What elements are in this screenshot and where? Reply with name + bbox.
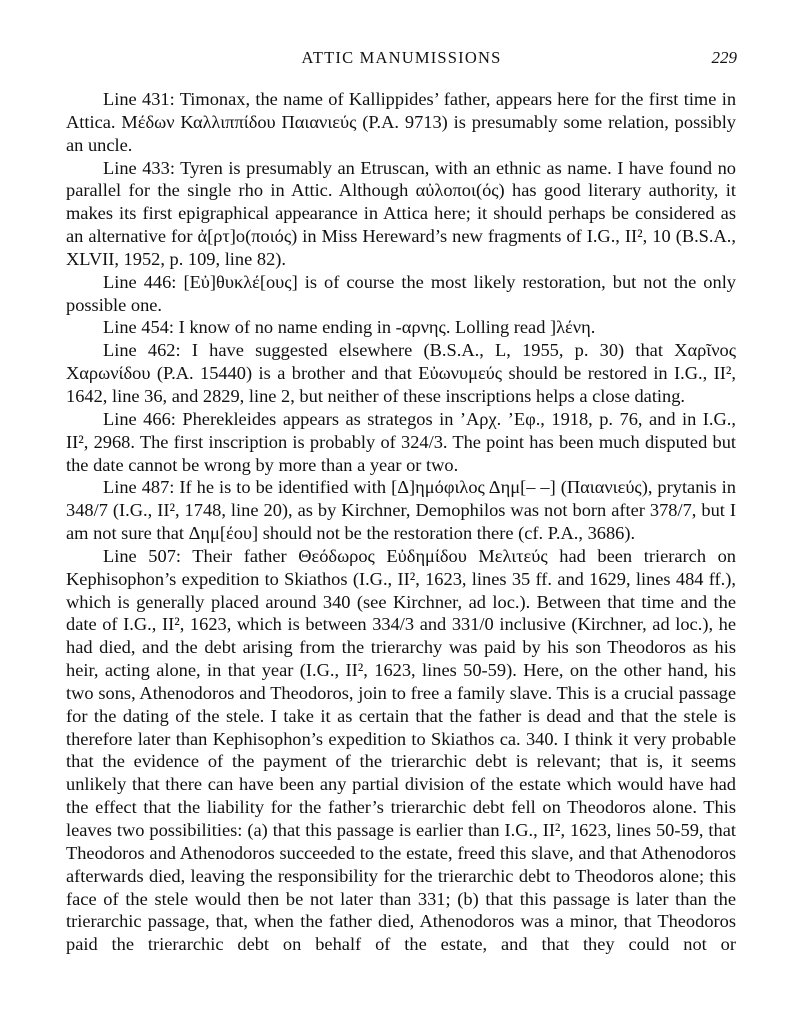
note-label: Line 431:	[103, 89, 175, 109]
notes-body	[66, 88, 736, 956]
note-text: Pherekleides appears as strategos in ’Αρχ. ’Εφ., 1918, p. 76, and in I.G., II², 2968. The first inscription is probably of 324/3. The point has been much disputed but the date cannot be wrong by more than a year or two.	[66, 408, 736, 475]
note-line-446	[66, 271, 736, 317]
note-text: [Εὐ]θυκλέ[ους] is of course the most likely restoration, but not the only possible one.	[66, 271, 737, 315]
note-text: Tyren is presumably an Etruscan, with an ethnic as name. I have found no parallel for the single rho in Attic. Although αὐλοποι(ός) has good literary authority, it makes its first epigraphical appearance in Attica here; it should perhaps be considered as an alternative for ἀ[ρτ]ο(ποιός) in Miss Hereward’s new fragments of I.G., II², 10 (B.S.A., XLVII, 1952, p. 109, line 82).	[66, 157, 736, 269]
note-line-507	[66, 545, 736, 956]
note-text: Their father Θεόδωρος Εὐδημίδου Μελιτεύς had been trierarch on Kephisophon’s expedition to Skiathos (I.G., II², 1623, lines 35 ff. and 1629, lines 484 ff.), which is generally placed around 340 (see Kirchner, ad loc.). Between that time and the date of I.G., II², 1623, which is between 334/3 and 331/0 inclusive (Kirchner, ad loc.), he had died, and the debt arising from the trierarchy was paid by his son Theodoros as his heir, acting alone, in that year (I.G., II², 1623, lines 50-59). Here, on the other hand, his two sons, Athenodoros and Theodoros, join to free a family slave. This is a crucial passage for the dating of the stele. I take it as certain that the father is dead and that the stele is therefore later than Kephisophon’s expedition to Skiathos ca. 340. I think it very probable that the evidence of the payment of the trierarchic debt is relevant; that is, it seems unlikely that there can have been any partial division of the estate which would have had the effect that the liability for the father’s trierarchic debt fell on Theodoros alone. This leaves two possibilities: (a) that this passage is earlier than I.G., II², 1623, lines 50-59, that Theodoros and Athenodoros succeeded to the estate, freed this slave, and that Athenodoros afterwards died, leaving the responsibility for the trierarchic debt to Theodoros alone; this face of the stele would then be not later than 331; (b) that this passage is later than the trierarchic passage, that, when the father died, Athenodoros was a minor, that Theodoros paid the trierarchic debt on behalf of the estate, and that they could not or	[66, 545, 737, 955]
note-line-433	[66, 157, 736, 271]
note-text: If he is to be identified with [Δ]ημόφιλος Δημ[– –] (Παιανιεύς), prytanis in 348/7 (I.G., II², 1748, line 20), as by Kirchner, Demophilos was not born after 378/7, but I am not sure that Δημ[έου] should not be the restoration there (cf. P.A., 3686).	[66, 477, 736, 544]
page-header	[66, 48, 737, 74]
running-head: ATTIC MANUMISSIONS	[301, 48, 502, 67]
note-label: Line 487:	[103, 477, 175, 498]
note-label: Line 433:	[103, 157, 175, 178]
note-label: Line 454:	[103, 317, 174, 338]
note-text: Timonax, the name of Kallippides’ father, appears here for the first time in Attica. Μέδων Καλλιππίδου Παιανιεύς (P.A. 9713) is presumably some relation, possibly an uncle.	[66, 89, 737, 155]
note-label: Line 507:	[103, 545, 182, 566]
note-line-431	[66, 88, 736, 157]
note-line-487	[66, 476, 736, 545]
note-line-466	[66, 408, 736, 477]
note-line-462	[66, 339, 736, 408]
note-label: Line 462:	[103, 340, 181, 361]
note-line-454	[66, 316, 736, 339]
note-text: I have suggested elsewhere (B.S.A., L, 1955, p. 30) that Χαρῖνος Χαρωνίδου (P.A. 15440) is a brother and that Εὐωνυμεύς should be restored in I.G., II², 1642, line 36, and 2829, line 2, but neither of these inscriptions helps a close dating.	[66, 340, 736, 406]
note-label: Line 466:	[103, 408, 176, 429]
page-number: 229	[711, 48, 737, 67]
note-text: I know of no name ending in -αρνης. Lolling read ]λένη.	[178, 317, 596, 338]
note-label: Line 446:	[103, 271, 177, 292]
